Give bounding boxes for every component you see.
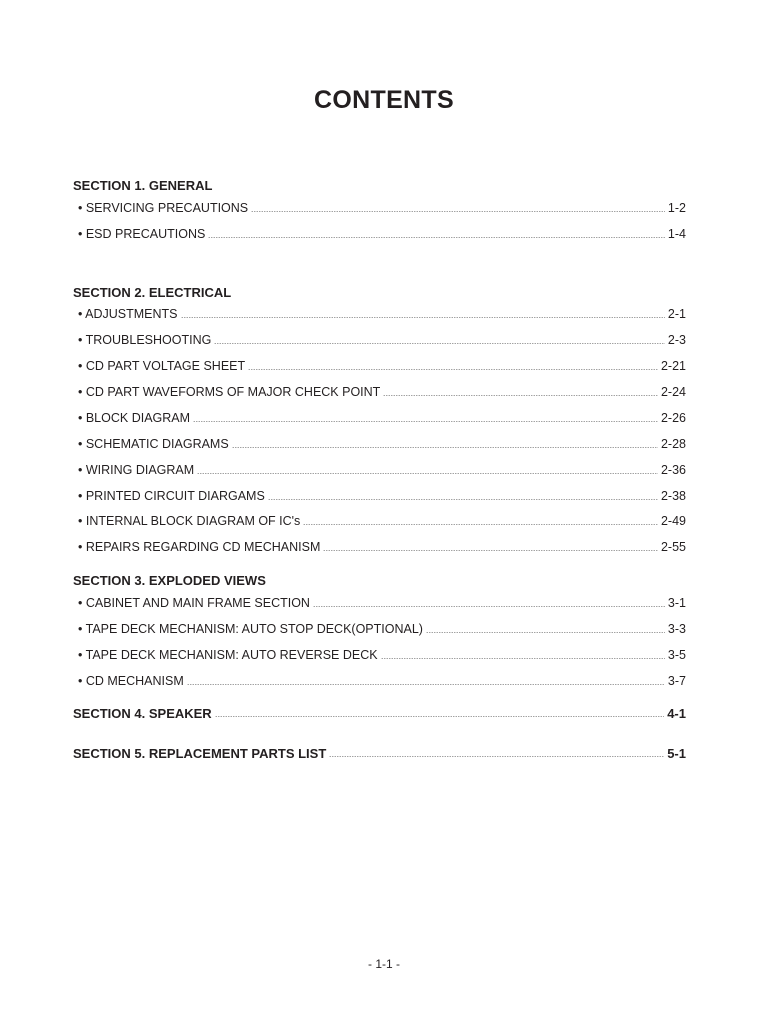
toc-entry-cabinet-main-frame[interactable] [78,596,686,612]
toc-entry-label: • TROUBLESHOOTING [78,333,212,347]
toc-entry-repairs-cd-mechanism[interactable] [78,540,686,556]
toc-entry-schematic-diagrams[interactable] [78,437,686,453]
toc-entry-label: • PRINTED CIRCUIT DIARGAMS [78,489,265,503]
page-title: CONTENTS [314,86,454,114]
dot-leader [215,716,665,717]
dot-leader [383,395,658,396]
dot-leader [426,632,665,633]
section-2-heading: SECTION 2. ELECTRICAL [73,285,232,300]
dot-leader [313,606,665,607]
dot-leader [181,317,665,318]
toc-entry-label: • CD PART WAVEFORMS OF MAJOR CHECK POINT [78,385,381,399]
toc-entry-label: • WIRING DIAGRAM [78,463,195,477]
dot-leader [187,684,665,685]
dot-leader [208,237,665,238]
toc-entry-troubleshooting[interactable] [78,333,686,349]
toc-entry-label: • ESD PRECAUTIONS [78,227,206,241]
toc-entry-section-4-speaker[interactable] [73,706,686,722]
dot-leader [193,421,658,422]
toc-entry-page: 2-28 [660,437,686,451]
dot-leader [381,658,665,659]
toc-entry-auto-stop-deck[interactable] [78,622,686,638]
dot-leader [248,369,658,370]
toc-entry-page: 2-55 [660,540,686,554]
dot-leader [268,499,658,500]
toc-entry-label: • CD MECHANISM [78,674,184,688]
toc-entry-esd-precautions[interactable] [78,227,686,243]
toc-entry-label: • BLOCK DIAGRAM [78,411,191,425]
toc-entry-page: 2-36 [660,463,686,477]
dot-leader [232,447,658,448]
toc-entry-label: • SERVICING PRECAUTIONS [78,201,249,215]
toc-entry-label: • REPAIRS REGARDING CD MECHANISM [78,540,321,554]
dot-leader [251,211,665,212]
toc-entry-cd-part-voltage-sheet[interactable] [78,359,686,375]
toc-entry-page: 3-1 [667,596,686,610]
toc-entry-page: 5-1 [667,746,686,761]
toc-entry-page: 2-21 [660,359,686,373]
toc-entry-label: • ADJUSTMENTS [78,307,178,321]
toc-entry-internal-block-diagram[interactable] [78,514,686,530]
dot-leader [329,756,664,757]
toc-entry-label: • CABINET AND MAIN FRAME SECTION [78,596,310,610]
toc-entry-page: 2-24 [660,385,686,399]
toc-entry-servicing-precautions[interactable] [78,201,686,217]
toc-entry-page: 2-1 [667,307,686,321]
dot-leader [323,550,658,551]
dot-leader [214,343,665,344]
toc-entry-wiring-diagram[interactable] [78,463,686,479]
section-3-heading: SECTION 3. EXPLODED VIEWS [73,573,266,588]
toc-entry-page: 2-38 [660,489,686,503]
toc-entry-page: 1-2 [667,201,686,215]
toc-entry-label: • INTERNAL BLOCK DIAGRAM OF IC's [78,514,301,528]
toc-entry-label: • TAPE DECK MECHANISM: AUTO REVERSE DECK [78,648,378,662]
toc-entry-cd-mechanism[interactable] [78,674,686,690]
toc-entry-label: • CD PART VOLTAGE SHEET [78,359,246,373]
toc-entry-page: 3-3 [667,622,686,636]
toc-entry-cd-part-waveforms[interactable] [78,385,686,401]
toc-entry-auto-reverse-deck[interactable] [78,648,686,664]
toc-entry-page: 2-26 [660,411,686,425]
toc-entry-printed-circuit-diagrams[interactable] [78,489,686,505]
section-5-heading: SECTION 5. REPLACEMENT PARTS LIST [73,746,327,761]
toc-entry-page: 2-49 [660,514,686,528]
section-4-heading: SECTION 4. SPEAKER [73,706,212,721]
toc-entry-label: • SCHEMATIC DIAGRAMS [78,437,229,451]
dot-leader [197,473,658,474]
toc-entry-section-5-parts-list[interactable] [73,746,686,762]
toc-entry-page: 4-1 [667,706,686,721]
page-number: - 1-1 - [367,957,400,971]
toc-entry-page: 3-5 [667,648,686,662]
section-1-heading: SECTION 1. GENERAL [73,178,213,193]
toc-entry-label: • TAPE DECK MECHANISM: AUTO STOP DECK(OPTIONAL) [78,622,423,636]
toc-entry-block-diagram[interactable] [78,411,686,427]
toc-entry-page: 3-7 [667,674,686,688]
toc-entry-adjustments[interactable] [78,307,686,323]
toc-entry-page: 2-3 [667,333,686,347]
toc-entry-page: 1-4 [667,227,686,241]
dot-leader [303,524,658,525]
